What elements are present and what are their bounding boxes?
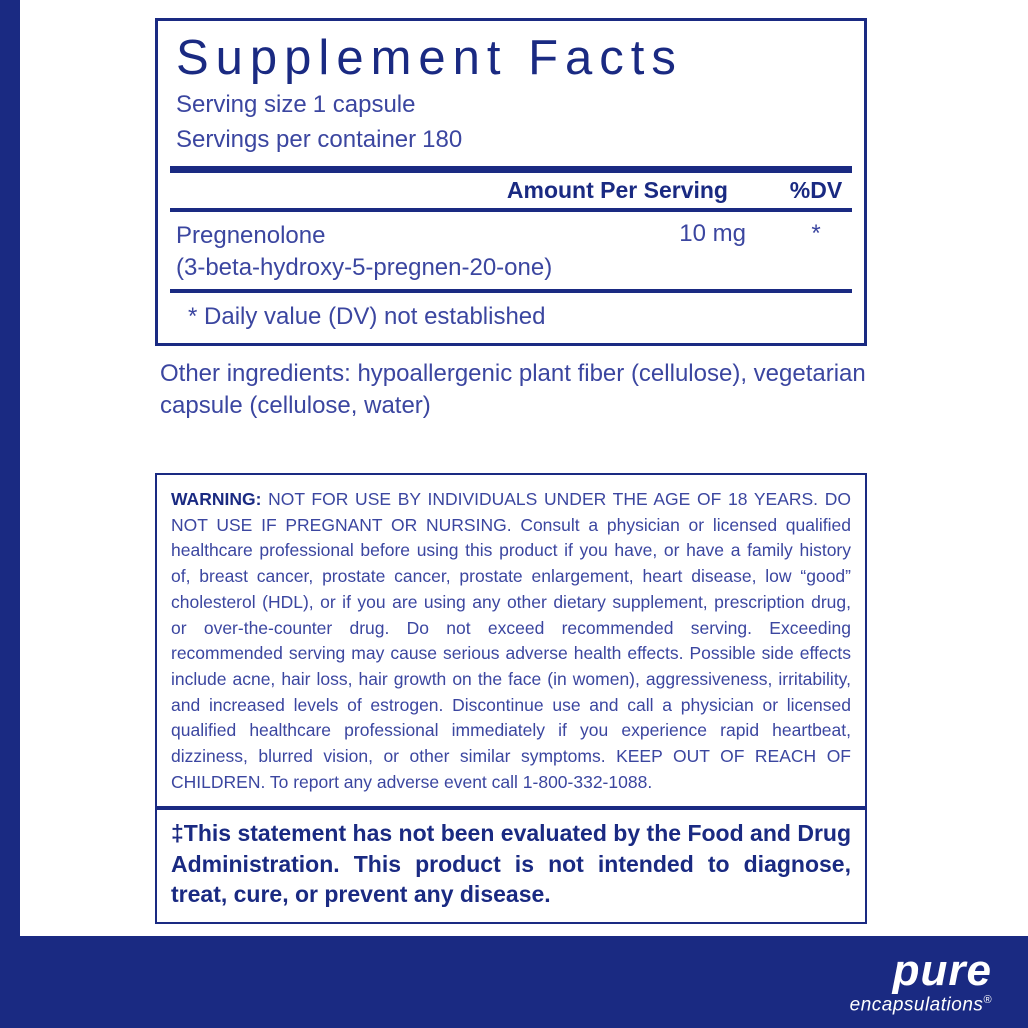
column-header-amount: Amount Per Serving xyxy=(506,176,728,203)
warning-text: NOT FOR USE BY INDIVIDUALS UNDER THE AGE OF 18 YEARS. DO NOT USE IF PREGNANT OR NURSING. Consult a physician or licensed qualified healthcare professional before using this product if you have, or have a family history of, breast cancer, prostate cancer, prostate enlargement, heart disease, low “good” cholesterol (HDL), or if you are using any other dietary supplement, prescription drug, or over-the-counter drug. Do not exceed recommended serving. Exceeding recommended serving may cause serious adverse health effects. Possible side effects include acne, hair loss, hair growth on the face (in women), aggressiveness, irritability, and increased levels of estrogen. Discontinue use and call a physician or licensed qualified healthcare professional immediately if you experience rapid heartbeat, dizziness, blurred vision, or other similar symptoms. KEEP OUT OF REACH OF CHILDREN. To report any adverse event call 1-800-332-1088. xyxy=(171,489,851,792)
nutrient-dv: * xyxy=(811,219,821,247)
footer-bar xyxy=(0,936,1028,1028)
warning-panel xyxy=(155,473,867,810)
table-row xyxy=(158,212,864,289)
servings-per-container-line xyxy=(158,121,864,156)
table-column-headers xyxy=(158,173,864,208)
supplement-facts-panel xyxy=(155,18,867,346)
left-blue-bar xyxy=(0,0,20,936)
divider-thick-top xyxy=(170,166,852,173)
nutrient-name-block xyxy=(176,220,632,283)
column-header-dv: %DV xyxy=(789,176,843,203)
fda-statement-panel: ‡This statement has not been evaluated by the Food and Drug Administration. This product is not intended to diagnose, treat, cure, or prevent any disease. xyxy=(155,806,867,924)
warning-label: WARNING: xyxy=(171,489,262,509)
serving-size-line xyxy=(158,86,864,121)
supplement-facts-title: Supplement Facts xyxy=(176,31,683,85)
registered-mark: ® xyxy=(983,993,992,1006)
nutrient-name-sub: (3-beta-hydroxy-5-pregnen-20-one) xyxy=(176,253,553,281)
serving-size-label: Serving size xyxy=(176,91,307,119)
brand-name-primary: pure xyxy=(892,946,992,995)
brand-name-secondary-text: encapsulations xyxy=(849,994,984,1016)
servings-per-container-label: Servings per container xyxy=(176,126,417,154)
nutrient-amount: 10 mg xyxy=(679,219,746,247)
brand-name-secondary xyxy=(850,994,992,1016)
nutrient-name: Pregnenolone xyxy=(176,221,326,249)
servings-per-container-value: 180 xyxy=(422,126,463,154)
serving-size-value: 1 capsule xyxy=(312,91,416,119)
brand-logo xyxy=(849,946,992,1016)
daily-value-footnote: * Daily value (DV) not established xyxy=(188,303,546,331)
other-ingredients-text: Other ingredients: hypoallergenic plant fiber (cellulose), vegetarian capsule (cellulose, water) xyxy=(160,360,866,420)
